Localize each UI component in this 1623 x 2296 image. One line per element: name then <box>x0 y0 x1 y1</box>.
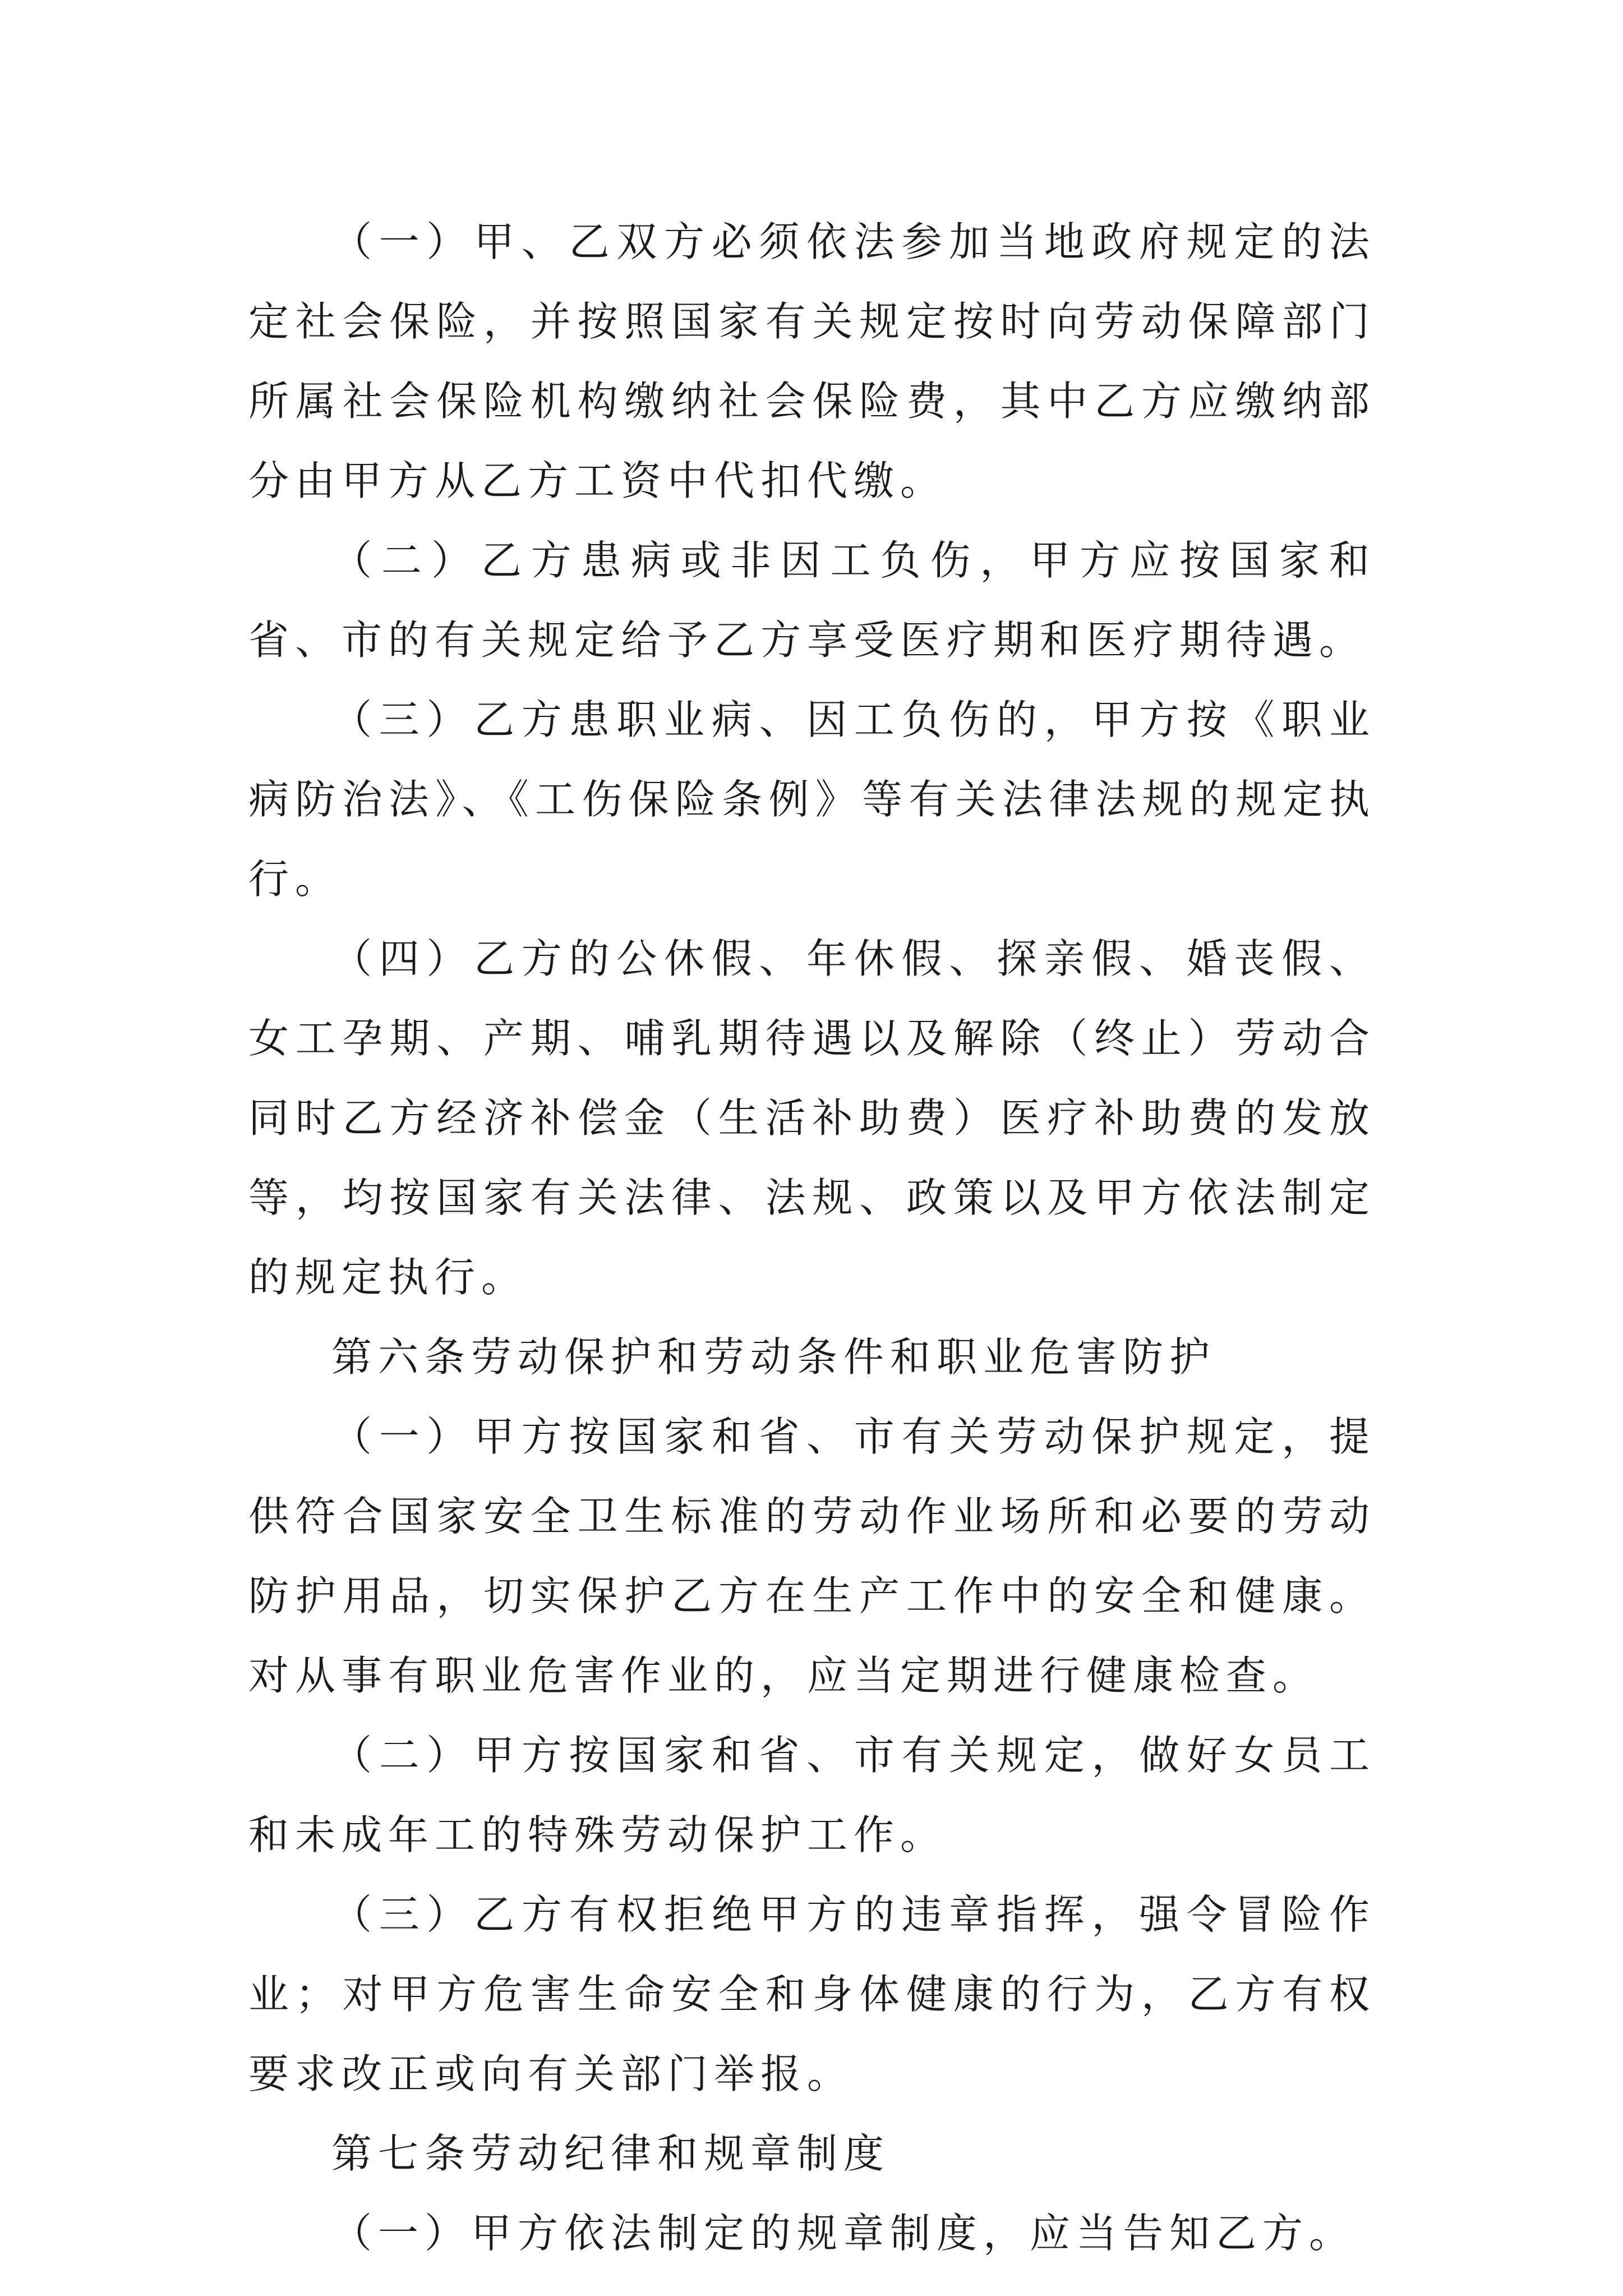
paragraph-holidays-benefits: （四）乙方的公休假、年休假、探亲假、婚丧假、女工孕期、产期、哺乳期待遇以及解除（终止）劳动合同时乙方经济补偿金（生活补助费）医疗补助费的发放等，均按国家有关法律、法规、政策以及甲方依法制定的规定执行。 <box>248 935 1376 1301</box>
article-6-heading: 第六条劳动保护和劳动条件和职业危害防护 <box>331 1333 1216 1381</box>
paragraph-refuse-violations: （三）乙方有权拒绝甲方的违章指挥，强令冒险作业；对甲方危害生命安全和身体健康的行为，乙方有权要求改正或向有关部门举报。 <box>248 1891 1376 2097</box>
paragraph-sick-leave: （二）乙方患病或非因工负伤，甲方应按国家和省、市的有关规定给予乙方享受医疗期和医疗期待遇。 <box>248 537 1376 664</box>
paragraph-occupational-injury: （三）乙方患职业病、因工负伤的，甲方按《职业病防治法》、《工伤保险条例》等有关法律法规的规定执行。 <box>248 696 1376 903</box>
document-body <box>248 202 1376 2273</box>
paragraph-labor-protection: （一）甲方按国家和省、市有关劳动保护规定，提供符合国家安全卫生标准的劳动作业场所和必要的劳动防护用品，切实保护乙方在生产工作中的安全和健康。对从事有职业危害作业的，应当定期进行健康检查。 <box>248 1413 1376 1699</box>
paragraph-social-insurance: （一）甲、乙双方必须依法参加当地政府规定的法定社会保险，并按照国家有关规定按时向劳动保障部门所属社会保险机构缴纳社会保险费，其中乙方应缴纳部分由甲方从乙方工资中代扣代缴。 <box>248 218 1376 504</box>
paragraph-special-protection: （二）甲方按国家和省、市有关规定，做好女员工和未成年工的特殊劳动保护工作。 <box>248 1732 1376 1858</box>
article-7-heading: 第七条劳动纪律和规章制度 <box>331 2130 891 2177</box>
paragraph-rules-notice: （一）甲方依法制定的规章制度，应当告知乙方。 <box>331 2210 1356 2257</box>
